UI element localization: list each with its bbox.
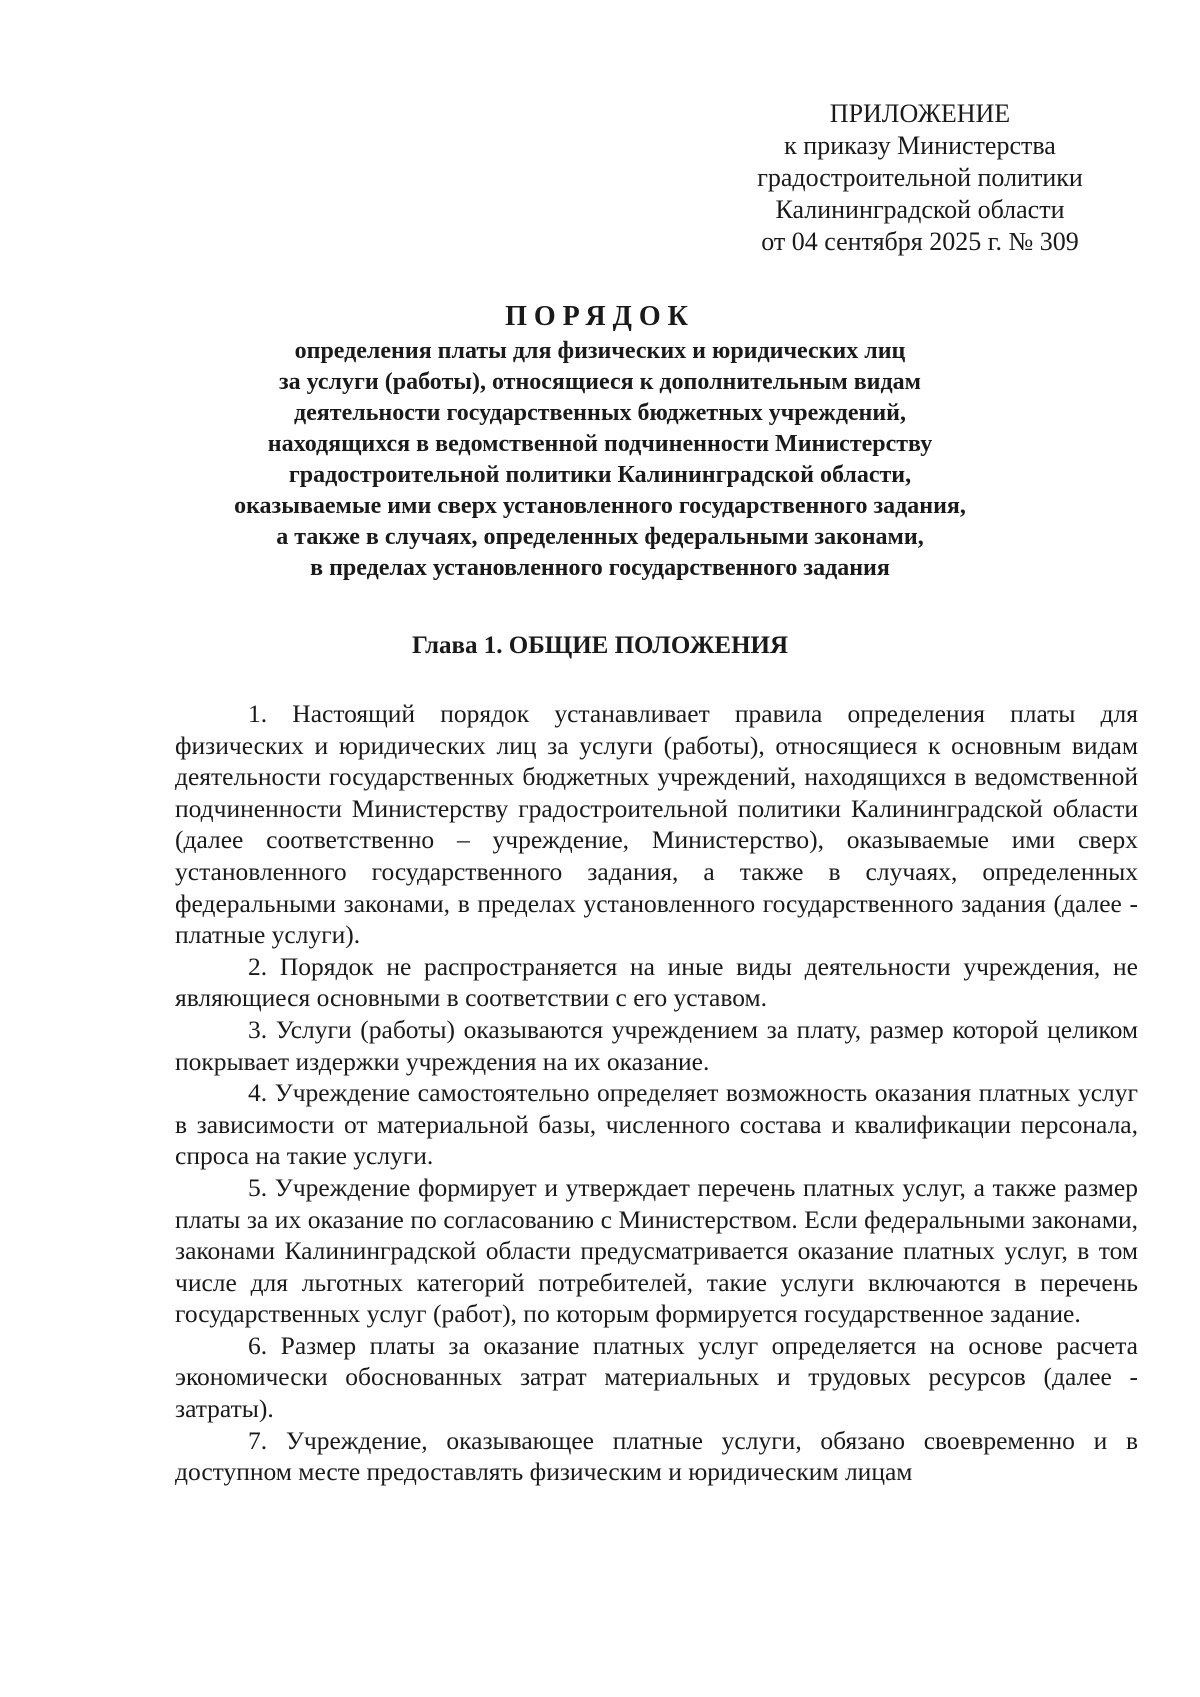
subtitle-line: в пределах установленного государственного задания [310, 555, 890, 581]
appendix-date-number: от 04 сентября 2025 г. № 309 [761, 227, 1079, 256]
paragraph-1: 1. Настоящий порядок устанавливает правила определения платы для физических и юридических лиц за услуги (работы), относящиеся к основным видам деятельности государственных бюджетных учреждений, находящихся в ведомственной подчиненности Министерству градостроительной политики Калининградской области (далее соответственно – учреждение, Министерство), оказываемые ими сверх установленного государственного задания, а также в случаях, определенных федеральными законами, в пределах установленного государственного задания (далее - платные услуги). [175, 699, 1138, 950]
appendix-ministry: градостроительной политики [757, 163, 1083, 192]
appendix-block [720, 98, 1120, 258]
subtitle-line: за услуги (работы), относящиеся к дополнительным видам [279, 369, 921, 395]
subtitle-line: градостроительной политики Калининградской области, [288, 462, 912, 488]
document-subtitle [140, 336, 1060, 584]
paragraph-5: 5. Учреждение формирует и утверждает перечень платных услуг, а также размер платы за их оказание по согласованию с Министерством. Если федеральными законами, законами Калининградской области предусматривается оказание платных услуг, в том числе для льготных категорий потребителей, такие услуги включаются в перечень государственных услуг (работ), по которым формируется государственное задание. [175, 1172, 1138, 1329]
paragraph-3: 3. Услуги (работы) оказываются учреждением за плату, размер которой целиком покрывает издержки учреждения на их оказание. [175, 1014, 1138, 1076]
subtitle-line: определения платы для физических и юридических лиц [294, 338, 906, 364]
chapter-heading: Глава 1. ОБЩИЕ ПОЛОЖЕНИЯ [411, 632, 789, 659]
subtitle-line: оказываемые ими сверх установленного государственного задания, [234, 493, 966, 519]
appendix-label: ПРИЛОЖЕНИЕ [829, 99, 1011, 128]
paragraph-6: 6. Размер платы за оказание платных услуг определяется на основе расчета экономически обоснованных затрат материальных и трудовых ресурсов (далее - затраты). [175, 1330, 1138, 1424]
appendix-region: Калининградской области [775, 195, 1065, 224]
paragraph-2: 2. Порядок не распространяется на иные виды деятельности учреждения, не являющиеся основными в соответствии с его уставом. [175, 951, 1138, 1013]
document-body [175, 698, 1138, 1488]
paragraph-4: 4. Учреждение самостоятельно определяет возможность оказания платных услуг в зависимости от материальной базы, численного состава и квалификации персонала, спроса на такие услуги. [175, 1078, 1138, 1171]
subtitle-line: находящихся в ведомственной подчиненности Министерству [267, 431, 933, 457]
subtitle-line: а также в случаях, определенных федеральными законами, [276, 524, 924, 550]
appendix-order-ref: к приказу Министерства [784, 131, 1056, 160]
paragraph-7: 7. Учреждение, оказывающее платные услуги, обязано своевременно и в доступном месте предоставлять физическим и юридическим лицам [175, 1425, 1138, 1487]
subtitle-line: деятельности государственных бюджетных учреждений, [294, 400, 906, 426]
document-title: ПОРЯДОК [505, 301, 695, 332]
